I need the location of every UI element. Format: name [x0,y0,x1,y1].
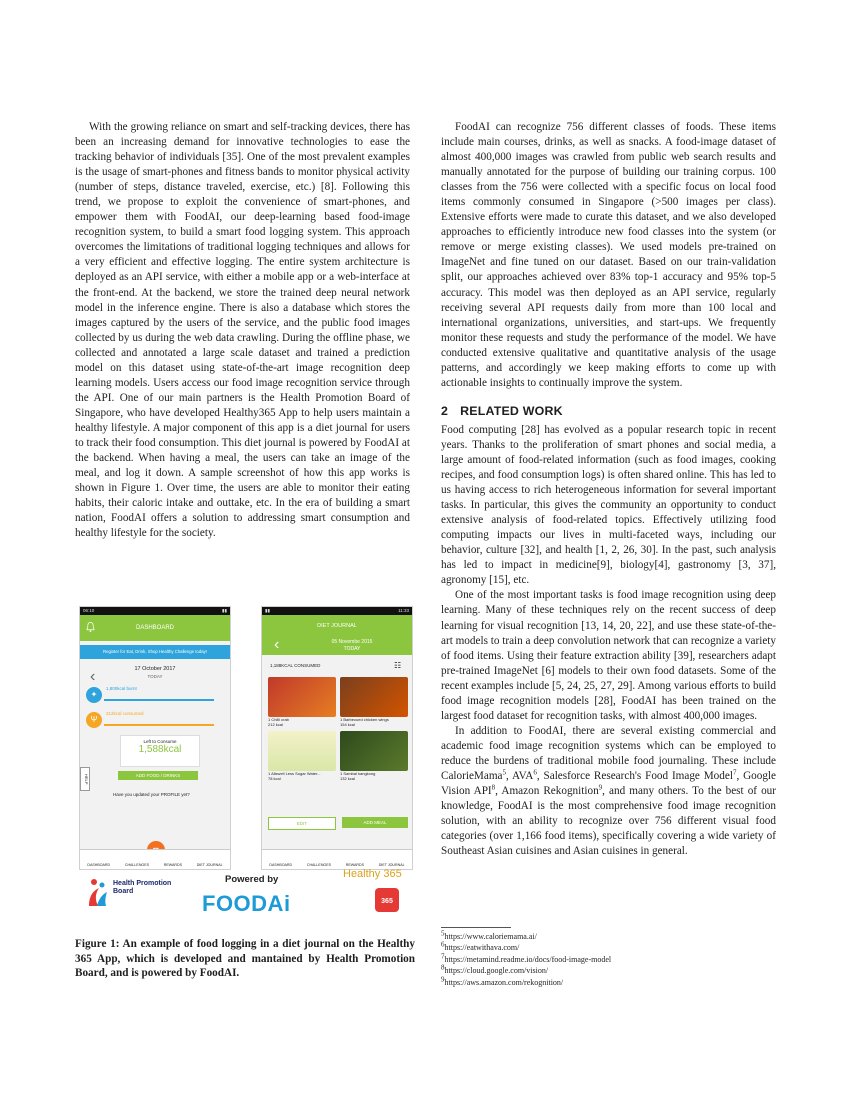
burnt-track [104,699,214,701]
p3-text-b: , AVA [506,769,534,782]
intro-paragraph: With the growing reliance on smart and self-tracking devices, there has been an increasing demand for innovative technologies to ease the tracking behavior of individuals [35]. One of the most prevalent examples is the usage of smart-phones and fitness bands to monitor physical activity (number of steps, distance traveled, exercise, etc.) [8]. Following this trend, we propose to exploit the convenience of smart-phones, and empower them with FoodAI, our deep-learning based food-image recognition system, to build a smart food logging system. This approach overcomes the limitations of traditional logging techniques and allows for a very efficient and effective logging. The entire system architecture is deployed as an API service, with either a mobile app or a web-interface at the front-end. At the backend, we store the trained deep neural network model in the inference engine. There is also a database which stores the images captured by the users of the service, and the public food images collected by us during the web data crawling. During the offline phase, we collected and annotated a large scale dataset and trained a prediction model on this dataset using state-of-the-art image recognition deep learning models. Users access our food image recognition service through the API. One of our main partners is the Health Promotion Board of Singapore, who have developed Healthy365 App to help users maintain a healthy lifestyle. A major component of this app is a diet journal for users to track their food consumption. This diet journal is powered by FoodAI at the backend. When having a meal, the users can take an image of the meal, and log it down. A sample screenshot of how this app works is shown in Figure 1. Over time, the users are able to monitor their eating habits, their caloric intake and outtake, etc. In the era of building a smart nation, FoodAI offers a solution to addressing smart consumption and healthy lifestyle for the society. [75,121,410,540]
p3-text-f: , and many others. To the best of our knowledge, FoodAI is the most comprehensive food image recognition solution, with an ability to recognize over 756 different visual food categories (over 1,166 food items), specifically covering a wide variety of Southeast Asian cuisines and Asian cuisines in general. [441,785,776,858]
run-icon: ✦ [86,687,102,703]
status-bar: ▮▮ 11:33 [262,607,412,615]
tab-dashboard[interactable]: DASHBOARD [269,863,293,867]
healthy365-logo: Healthy 365 [343,868,402,880]
tab-rewards[interactable]: REWARDS [345,863,364,867]
footnote-link[interactable]: https://www.caloriemama.ai/ [444,932,537,941]
footnote-link[interactable]: https://aws.amazon.com/rekognition/ [444,977,564,987]
left-column [75,120,410,541]
tab-challenges[interactable]: CHALLENGES [124,863,150,867]
footnote-num: 8 [441,963,445,972]
footnote-mark: 6 [533,768,537,777]
p3-text-a: In addition to FoodAI, there are several existing commercial and academic food image recognition systems which can be employed to reduce the burdens of traditional mobile food journaling. These include CalorieMama [441,724,776,782]
journal-header [262,615,412,655]
tab-rewards[interactable]: REWARDS [163,863,182,867]
footnote-mark: 7 [732,768,737,777]
bell-icon [85,621,96,633]
challenge-banner: Register for Eat, Drink, Shop Healthy Challenge today! [80,645,230,659]
add-food-button[interactable]: ADD FOOD / DRINKS [118,771,198,780]
food-name: 1 Allswell Less Sugar Water... [268,771,321,776]
dashboard-appbar [80,615,230,641]
status-time: 11:33 [398,608,409,613]
food-kcal: 78 kcal [268,776,281,781]
p3-text-d: , Google Vision API [441,769,776,798]
dashboard-title: DASHBOARD [135,625,174,631]
kcal-consumed: 1,188KCAL CONSUMED [270,663,321,668]
food-name: 1 Sambal kangkong [340,771,376,776]
section-heading [441,404,776,419]
figure-1 [75,606,415,934]
food-name: 1 Chilli crab [268,717,289,722]
food-kcal: 212 kcal [268,722,283,727]
journal-date-label: 05 Novembe 2015 [331,639,373,645]
dashboard-date [80,665,230,681]
hpb-mark-icon [85,876,111,908]
kcal-consumed: 212kcal consumed [106,711,144,716]
hpb-logo [85,876,175,912]
dashboard-screenshot [79,606,231,870]
related-paragraph-3 [441,724,776,859]
profile-prompt: Have you updated your PROFILE yet? [113,792,190,797]
footnote-num: 9 [441,974,445,983]
footnote [441,931,776,942]
water-bottle-image [268,731,336,771]
status-bar: 06:10 ▮▮ [80,607,230,615]
footnote [441,942,776,953]
bottom-tabs [80,849,230,869]
foodai-paragraph: FoodAI can recognize 756 different classes of foods. These items include main courses, drinks, as well as snacks. A food-image dataset of almost 400,000 images was crawled from public web search results and manually annotated for the purpose of building our training corpus. 100 classes from the 756 were collected with a specific focus on local food items commonly consumed in Singapore (>500 images per class). Extensive efforts were made to curate this dataset, and we also developed approaches to efficiently introduce new food classes into the system (or remove or merge existing classes). We used models pre-trained on ImageNet and fine tuned on our dataset. Based on our train-validation split, our approaches achieved over 83% top-1 accuracy and 95% top-5 accuracy. This model was then deployed as an API service, regularly receiving several API requests daily from more than 100 local and international organizations, universities, and start-ups. We frequently monitor these requests and study the performance of the model. We have conducted extensive qualitative and quantitative analysis of the usage patterns, and accordingly we keep making efforts to come up with actionable insights to continually improve the system. [441,121,776,389]
p3-text-e: , Amazon Rekognition [495,785,599,798]
footnote-mark: 5 [502,768,507,777]
chicken-wings-image [340,677,408,717]
footnote-num: 7 [441,952,445,961]
kangkong-image [340,731,408,771]
food-kcal: 132 kcal [340,776,355,781]
footnote-mark: 8 [491,783,496,792]
diet-journal-screenshot [261,606,413,870]
food-name: 1 Barbecued chicken wings [340,717,389,722]
help-tab[interactable]: HELP [80,767,90,791]
powered-by-label: Powered by [225,874,279,885]
kcal-burnt: 1,800kcal burnt [106,686,137,691]
chevron-left-icon[interactable]: ‹ [274,636,280,653]
tab-diet-journal[interactable]: DIET JOURNAL [196,863,223,867]
chevron-left-icon: ‹ [90,668,96,685]
section-number: 2 [441,403,449,418]
date-sub: TODAY [147,674,163,679]
date-label: 17 October 2017 [134,666,176,672]
footnote-num: 5 [441,929,445,938]
chilli-crab-image [268,677,336,717]
footnote-link[interactable]: https://metamind.readme.io/docs/food-image-model [444,954,612,964]
left-to-consume-box [120,735,200,767]
left-value: 1,588kcal [138,744,182,755]
footnote-mark: 9 [598,783,603,792]
journal-date [292,639,412,653]
footnote [441,974,776,988]
food-item[interactable] [268,731,336,781]
tab-challenges[interactable]: CHALLENGES [306,863,332,867]
tab-dashboard[interactable]: DASHBOARD [87,863,111,867]
food-kcal: 154 kcal [340,722,355,727]
food-item[interactable] [340,731,408,781]
edit-button[interactable]: EDIT [268,817,336,830]
section-title: RELATED WORK [460,403,563,418]
footnote-num: 6 [441,940,445,949]
grid-view-icon[interactable]: ☷ [394,661,402,670]
p3-text-c: , Salesforce Research's Food Image Model [536,769,733,782]
food-item[interactable] [268,677,336,727]
tab-diet-journal[interactable]: DIET JOURNAL [378,863,405,867]
journal-actions [268,817,408,830]
right-column [441,120,776,859]
consumed-track [104,724,214,726]
food-item[interactable] [340,677,408,727]
cutlery-icon: Ψ [86,712,102,728]
bottom-tabs [262,849,412,869]
status-time: 06:10 [83,608,95,613]
calendar-365-icon: 365 [375,888,399,912]
related-paragraph-2: One of the most important tasks is food image recognition using deep learning. Many of these techniques rely on the recent success of deep learning for visual recognition [13, 14, 20, 22], and use these state-of-the-art models to train a deep convolution network that can recognize a variety of food items. Using their feature extraction ability [39], researchers adapt pre-trained ImageNet [6] models to their own food datasets. Some of the recent examples include [5, 24, 25, 27, 29]. Among various efforts to build food image recognition models [28], FoodAI has been trained on the largest food dataset for recognition tasks, with almost 400,000 images. [441,589,776,722]
foodai-logo: FOODAi [202,891,291,916]
footnote-link[interactable]: https://eatwithava.com/ [444,943,520,953]
related-paragraph-1: Food computing [28] has evolved as a popular research topic in recent years. Thanks to the proliferation of smart phones and social media, a large amount of food-related information (such as food images, cooking recipes, and food consumption logs) is often shared online. This has led to us having access to rich heterogeneous information for several important tasks. In particular, this gives the community an opportunity to conduct extensive analysis of food-related topics. Effectively utilizing food computing impacts our lives in multi-faceted ways, including our behavior, culture [32], and health [1, 2, 26, 30]. In the past, such analysis has led to impact in medicine[9], biology[4], gastronomy [3, 37], agronomy [15], etc. [441,423,776,587]
figure-caption: Figure 1: An example of food logging in a diet journal on the Healthy 365 App, which is developed and mantained by Health Promotion Board, and is powered by FoodAI. [75,938,415,980]
journal-title: DIET JOURNAL [317,623,357,629]
footnote-rule [441,927,511,928]
footnote-link[interactable]: https://cloud.google.com/vision/ [444,966,549,976]
food-grid [268,677,408,781]
footnote [441,954,776,965]
add-meal-button[interactable]: ADD MEAL [342,817,408,828]
footnotes [441,931,776,988]
left-label: Left to Consume [143,739,177,744]
journal-date-sub: TODAY [343,646,361,652]
hpb-logo-text: Health Promotion Board [113,880,172,895]
footnote [441,965,776,976]
